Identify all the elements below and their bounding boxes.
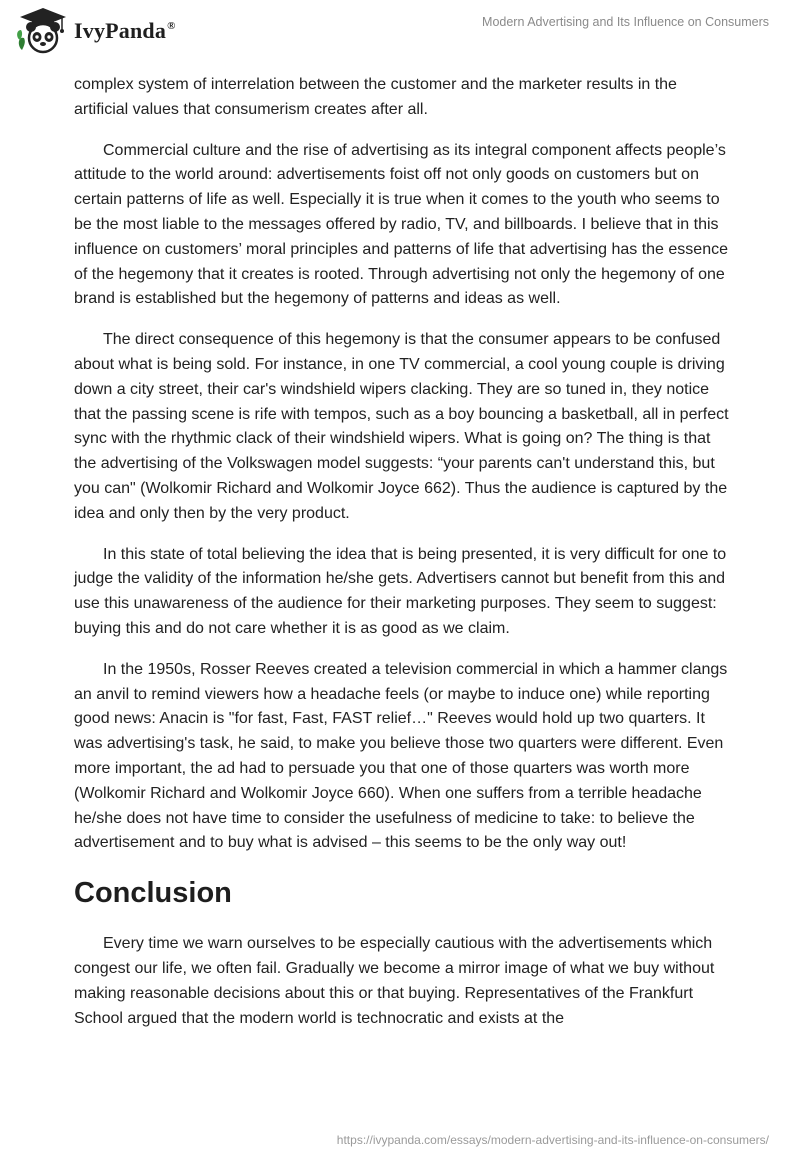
document-title: Modern Advertising and Its Influence on Consumers	[482, 15, 769, 29]
section-heading-conclusion: Conclusion	[74, 877, 232, 910]
logo-wordmark: IvyPanda®	[74, 18, 176, 43]
paragraph: In this state of total believing the idea that is being presented, it is very difficult for one to judge the validity of the information he/she gets. Advertisers cannot but benefit from this and use this unawareness of the audience for their marketing purposes. They seem to suggest: buying this and do not care whether it is as good as we claim.	[74, 545, 727, 637]
paragraph-continued: complex system of interrelation between the customer and the marketer results in the artificial values that consumerism creates after all.	[74, 76, 677, 118]
essay-body	[74, 73, 734, 1031]
paragraph: In the 1950s, Rosser Reeves created a television commercial in which a hammer clangs an anvil to remind viewers how a headache feels (or maybe to induce one) while reporting good news: Anacin is "for fast, Fast, FAST relief…" Reeves would hold up two quarters. It was advertising's task, he said, to make you believe those two quarters were different. Even more important, the ad had to persuade you that one of those quarters was worth more (Wolkomir Richard and Wolkomir Joyce 660). When one suffers from a terrible headache he/she does not have time to consider the usefulness of medicine to take: to believe the advertisement and to buy what is advised – this seems to be the only way out!	[74, 660, 728, 852]
panda-graduate-icon	[16, 6, 70, 56]
paragraph: Commercial culture and the rise of advertising as its integral component affects people’s attitude to the world around: advertisements foist off not only goods on customers but on certain patterns of life as well. Especially it is true when it comes to the youth who seems to be the most liable to the messages offered by radio, TV, and billboards. I believe that in this influence on customers’ moral principles and patterns of life that advertising has the essence of the hegemony that it creates is rooted. Through advertising not only the hegemony of one brand is established but the hegemony of patterns and ideas as well.	[74, 141, 728, 308]
paragraph: Every time we warn ourselves to be especially cautious with the advertisements which congest our life, we often fail. Gradually we become a mirror image of what we buy without making reasonable decisions about this or that buying. Representatives of the Frankfurt School argued that the modern world is technocratic and exists at the	[74, 935, 715, 1027]
page-header	[0, 0, 800, 70]
source-url[interactable]: https://ivypanda.com/essays/modern-advertising-and-its-influence-on-consumers/	[336, 1133, 769, 1147]
ivypanda-logo[interactable]	[16, 6, 176, 56]
paragraph: The direct consequence of this hegemony is that the consumer appears to be confused about what is being sold. For instance, in one TV commercial, a cool young couple is driving down a city street, their car's windshield wipers clacking. They are so tuned in, they notice that the passing scene is rife with tempos, such as a boy bouncing a basketball, all in perfect sync with the rhythmic clack of their windshield wipers. What is going on? The thing is that the advertising of the Volkswagen model suggests: “your parents can't understand this, but you can" (Wolkomir Richard and Wolkomir Joyce 662). Thus the audience is captured by the idea and only then by the very product.	[74, 331, 729, 522]
